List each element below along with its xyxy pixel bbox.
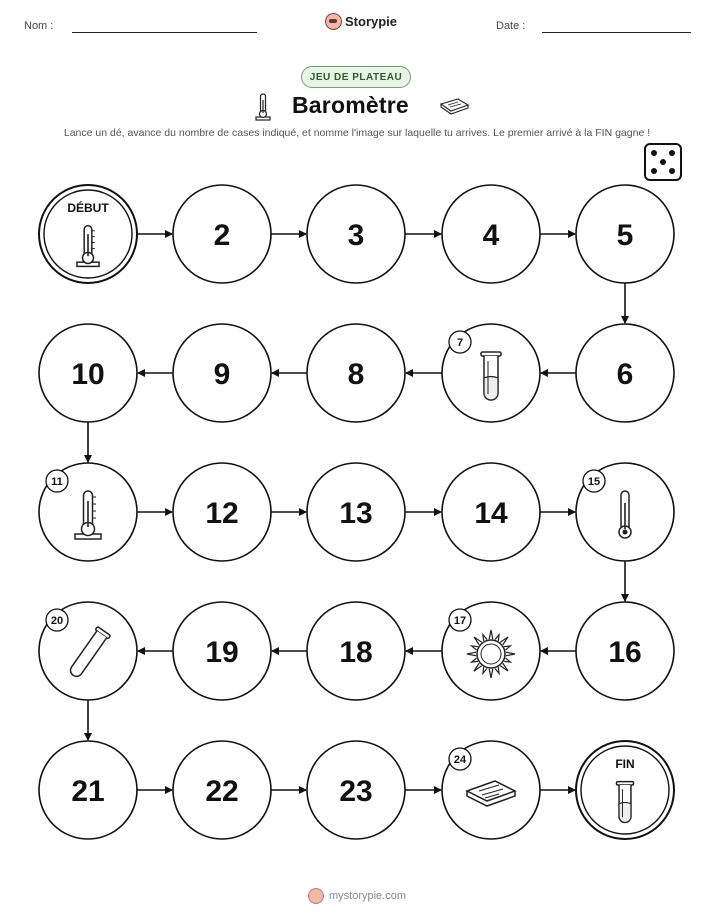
board-cell-21[interactable] — [39, 741, 137, 839]
board-cell-24[interactable] — [442, 741, 540, 839]
storypie-mascot-icon — [308, 888, 324, 904]
start-label: DÉBUT — [67, 201, 109, 215]
board-cell-19[interactable] — [173, 602, 271, 700]
cell-number-badge: 15 — [587, 476, 601, 488]
board-cell-5[interactable] — [576, 185, 674, 283]
board-cell-23[interactable] — [307, 741, 405, 839]
cell-number-badge: 17 — [453, 615, 467, 627]
board-cell-6[interactable] — [576, 324, 674, 422]
board-cell-4[interactable] — [442, 185, 540, 283]
cell-number: 4 — [482, 219, 500, 252]
cell-number-badge: 7 — [456, 337, 464, 349]
board-cell-14[interactable] — [442, 463, 540, 561]
cell-number-badge: 20 — [50, 615, 64, 627]
board-cell-13[interactable] — [307, 463, 405, 561]
date-label: Date : — [496, 20, 526, 32]
board-cell-15[interactable] — [576, 463, 674, 561]
board-cell-17[interactable] — [442, 602, 540, 700]
cell-number: 23 — [339, 775, 373, 808]
board-cell-3[interactable] — [307, 185, 405, 283]
cell-number: 9 — [213, 358, 231, 391]
cell-number: 19 — [205, 636, 239, 669]
cell-number: 2 — [213, 219, 231, 252]
instructions: Lance un dé, avance du nombre de cases indiqué, et nomme l'image sur laquelle tu arrives. Le premier arrivé à la FIN gagne ! — [63, 127, 651, 139]
board-cell-22[interactable] — [173, 741, 271, 839]
test-tube-icon — [481, 352, 501, 400]
finish-label: FIN — [615, 757, 635, 771]
cell-number: 13 — [339, 497, 373, 530]
board-cell-7[interactable] — [442, 324, 540, 422]
cell-number: 18 — [339, 636, 373, 669]
cell-number: 8 — [347, 358, 365, 391]
board-game-tag: JEU DE PLATEAU — [301, 66, 411, 88]
cell-number: 5 — [616, 219, 634, 252]
cell-number: 6 — [616, 358, 634, 391]
board-cell-20[interactable] — [39, 602, 137, 700]
cell-number: 22 — [205, 775, 239, 808]
cell-number-badge: 24 — [453, 754, 467, 766]
cell-number: 10 — [71, 358, 105, 391]
board-cell-12[interactable] — [173, 463, 271, 561]
board-cell-11[interactable] — [39, 463, 137, 561]
board-cell-2[interactable] — [173, 185, 271, 283]
name-label: Nom : — [24, 20, 54, 32]
board-cell-16[interactable] — [576, 602, 674, 700]
cell-number-badge: 11 — [51, 476, 63, 488]
cell-number: 16 — [608, 636, 642, 669]
board-cell-18[interactable] — [307, 602, 405, 700]
board-cell-10[interactable] — [39, 324, 137, 422]
page-title: Baromètre — [292, 92, 409, 118]
footer-url[interactable]: mystorypie.com — [328, 890, 407, 902]
board-cell-8[interactable] — [307, 324, 405, 422]
footer — [0, 888, 714, 904]
test-tube-icon — [617, 782, 634, 823]
sun-icon — [467, 630, 515, 678]
cell-number: 12 — [205, 497, 239, 530]
cell-number: 14 — [474, 497, 508, 530]
board-cell-1[interactable] — [39, 185, 137, 283]
board-cell-25[interactable] — [576, 741, 674, 839]
slim-thermometer-icon — [619, 491, 631, 538]
brand-name: Storypie — [345, 14, 398, 29]
cell-number: 21 — [71, 775, 105, 808]
cell-number: 3 — [347, 219, 365, 252]
board-cell-9[interactable] — [173, 324, 271, 422]
